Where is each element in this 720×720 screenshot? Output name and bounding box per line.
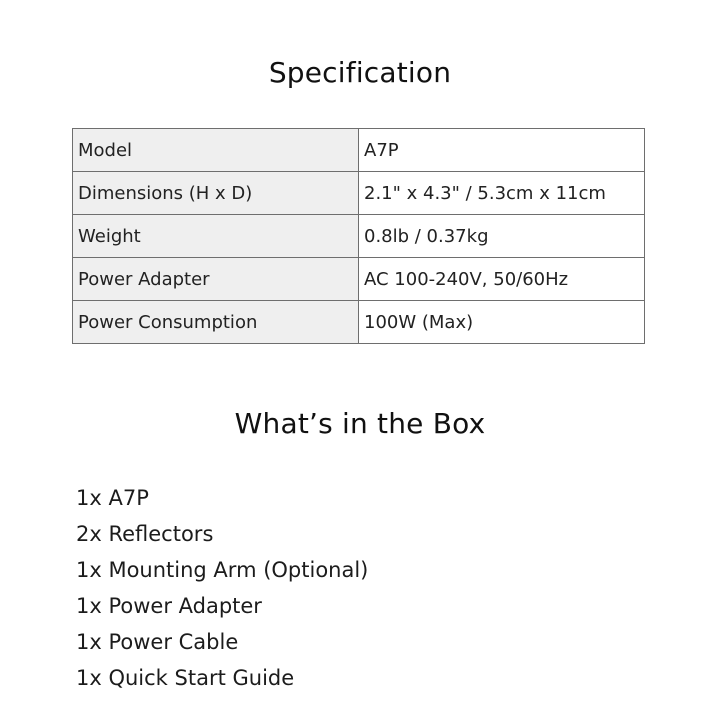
spec-label: Dimensions (H x D) (73, 172, 359, 215)
spec-label: Weight (73, 215, 359, 258)
spec-label: Model (73, 129, 359, 172)
list-item: 1x A7P (76, 486, 149, 510)
spec-value: AC 100-240V, 50/60Hz (359, 258, 645, 301)
specification-table (72, 128, 645, 344)
spec-value: 0.8lb / 0.37kg (359, 215, 645, 258)
spec-value: A7P (359, 129, 645, 172)
spec-label: Power Consumption (73, 301, 359, 344)
in-the-box-list (76, 480, 368, 696)
spec-row-model (73, 129, 645, 172)
list-item: 1x Mounting Arm (Optional) (76, 558, 369, 582)
in-the-box-heading: What’s in the Box (234, 407, 486, 440)
spec-row-power-consumption (73, 301, 645, 344)
specification-heading: Specification (268, 56, 452, 89)
spec-value: 100W (Max) (359, 301, 645, 344)
list-item: 1x Quick Start Guide (76, 666, 295, 690)
list-item: 2x Reflectors (76, 522, 214, 546)
spec-value: 2.1" x 4.3" / 5.3cm x 11cm (359, 172, 645, 215)
list-item: 1x Power Cable (76, 630, 239, 654)
spec-row-weight (73, 215, 645, 258)
spec-row-dimensions (73, 172, 645, 215)
spec-row-power-adapter (73, 258, 645, 301)
list-item: 1x Power Adapter (76, 594, 262, 618)
spec-label: Power Adapter (73, 258, 359, 301)
